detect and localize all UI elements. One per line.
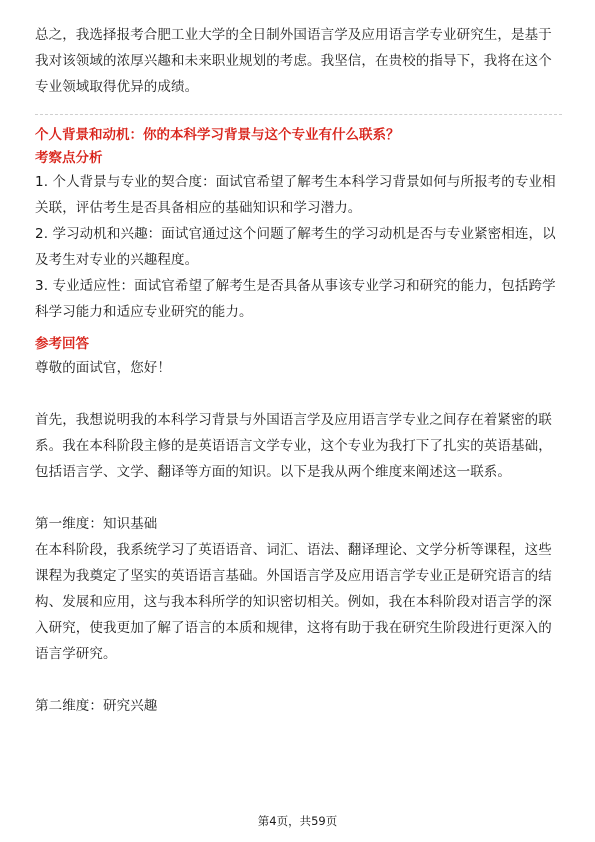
intro-paragraph: 总之，我选择报考合肥工业大学的全日制外国语言学及应用语言学专业研究生，是基于我对该领域的浓厚兴趣和未来职业规划的考虑。我坚信，在贵校的指导下，我将在这个专业领域取得优异的成绩。: [35, 27, 552, 95]
analysis-item: 1. 个人背景与专业的契合度：面试官希望了解考生本科学习背景如何与所报考的专业相关联，评估考生是否具备相应的基础知识和学习潜力。: [35, 174, 556, 216]
answer-paragraph-1: 首先，我想说明我的本科学习背景与外国语言学及应用语言学专业之间存在着紧密的联系。我在本科阶段主修的是英语语言文学专业，这个专业为我打下了扎实的英语基础，包括语言学、文学、翻译等方面的知识。以下是我从两个维度来阐述这一联系。: [35, 412, 552, 480]
document-page: [35, 22, 562, 719]
question-title: 个人背景和动机：你的本科学习背景与这个专业有什么联系？: [35, 127, 400, 143]
spacer: [35, 381, 562, 407]
answer-heading: 参考回答: [35, 336, 89, 352]
answer-greeting: 尊敬的面试官，您好！: [35, 360, 171, 376]
page-number: 第4页，共59页: [257, 814, 338, 828]
dimension-1-title: 第一维度：知识基础: [35, 516, 158, 532]
analysis-item: 2. 学习动机和兴趣：面试官通过这个问题了解考生的学习动机是否与专业紧密相连，以及考生对专业的兴趣程度。: [35, 226, 556, 268]
dimension-1-body: 在本科阶段，我系统学习了英语语音、词汇、语法、翻译理论、文学分析等课程，这些课程为我奠定了坚实的英语语言基础。外国语言学及应用语言学专业正是研究语言的结构、发展和应用，这与我本科所学的知识密切相关。例如，我在本科阶段对语言学的深入研究，使我更加了解了语言的本质和规律，这将有助于我在研究生阶段进行更深入的语言学研究。: [35, 542, 552, 662]
spacer: [35, 485, 562, 511]
spacer: [35, 325, 562, 333]
analysis-item: 3. 专业适应性：面试官希望了解考生是否具备从事该专业学习和研究的能力，包括跨学科学习能力和适应专业研究的能力。: [35, 278, 556, 320]
section-divider: [35, 114, 562, 115]
analysis-heading: 考察点分析: [35, 150, 103, 166]
spacer: [35, 667, 562, 693]
dimension-2-title: 第二维度：研究兴趣: [35, 698, 158, 714]
